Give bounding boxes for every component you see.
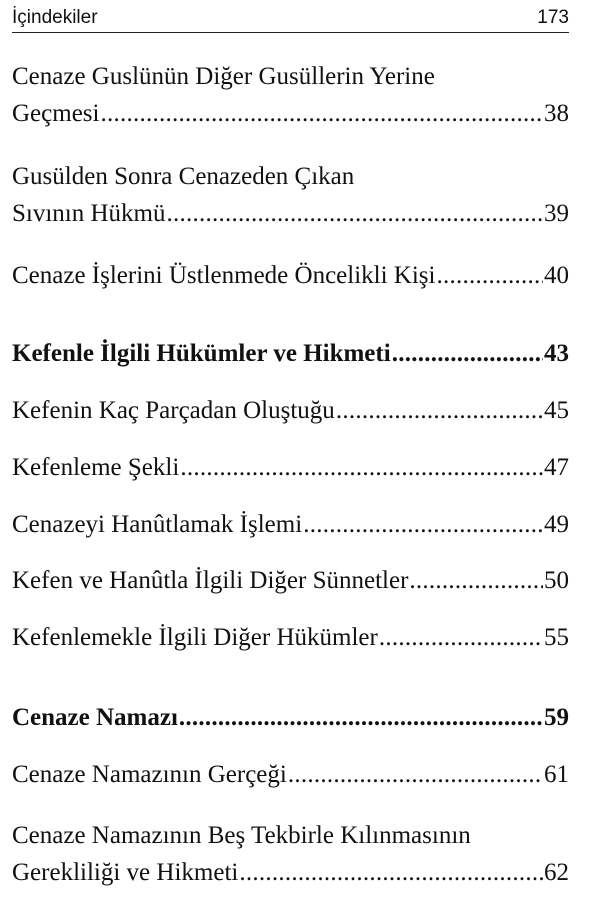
toc-entry-title: Cenazeyi Hanûtlamak İşlemi [12,511,303,538]
toc-page-number: 55 [544,624,569,651]
dot-leader [167,195,544,232]
header-title: İçindekiler [12,7,98,28]
toc-entry-title-line2: Sıvının Hükmü [12,200,166,227]
toc-entry [12,562,569,599]
toc-entry [12,817,569,891]
toc-entry-title-line1: Cenaze Guslünün Diğer Gusüllerin Yerine [12,63,435,90]
toc-entry-title: Cenaze İşlerini Üstlenmede Öncelikli Kişi [12,262,436,289]
toc-page-number: 61 [544,761,569,788]
toc-page-number: 38 [544,100,569,127]
dot-leader [180,449,543,486]
toc-entry-title-line1: Gusülden Sonra Cenazeden Çıkan [12,163,355,190]
toc-entry-title: Kefenleme Şekli [12,454,180,481]
toc-entry [12,619,569,656]
toc-page-number: 40 [544,262,569,289]
toc-entry-title-line2: Geçmesi [12,100,100,127]
toc-page-number: 62 [544,859,569,886]
toc-page-number: 45 [544,397,569,424]
toc-entry-title: Kefenlemekle İlgili Diğer Hükümler [12,624,378,651]
dot-leader [100,95,543,132]
toc-entry-title: Kefen ve Hanûtla İlgili Diğer Sünnetler [12,567,409,594]
dot-leader [336,392,543,429]
toc-page-number: 43 [544,340,569,367]
toc-entry-title: Kefenin Kaç Parçadan Oluştuğu [12,397,335,424]
toc-entry-title: Cenaze Namazının Gerçeği [12,761,287,788]
toc-entry-title-line2: Gerekliliği ve Hikmeti [12,859,239,886]
dot-leader [303,506,543,543]
toc-entry [12,392,569,429]
toc-entry [12,257,569,294]
toc-entry [12,58,569,132]
toc-entry-title-line1: Cenaze Namazının Beş Tekbirle Kılınmasının [12,822,471,849]
toc-section-heading [12,335,569,372]
toc-entry-title: Kefenle İlgili Hükümler ve Hikmeti [12,340,391,367]
dot-leader [409,562,543,599]
dot-leader [239,854,543,891]
toc-page-number: 47 [544,454,569,481]
toc-entry [12,449,569,486]
running-header [12,6,569,33]
toc-page-number: 59 [544,704,569,731]
toc-entry [12,158,569,232]
dot-leader [179,699,543,736]
dot-leader [288,756,543,793]
toc-page-number: 50 [544,567,569,594]
toc-page-number: 49 [544,511,569,538]
toc-entry [12,506,569,543]
dot-leader [437,257,544,294]
toc-section-heading [12,699,569,736]
toc-entry [12,756,569,793]
dot-leader [392,335,543,372]
dot-leader [379,619,543,656]
toc-entry-title: Cenaze Namazı [12,704,178,731]
header-page-number: 173 [537,7,569,28]
toc-page-number: 39 [544,200,569,227]
